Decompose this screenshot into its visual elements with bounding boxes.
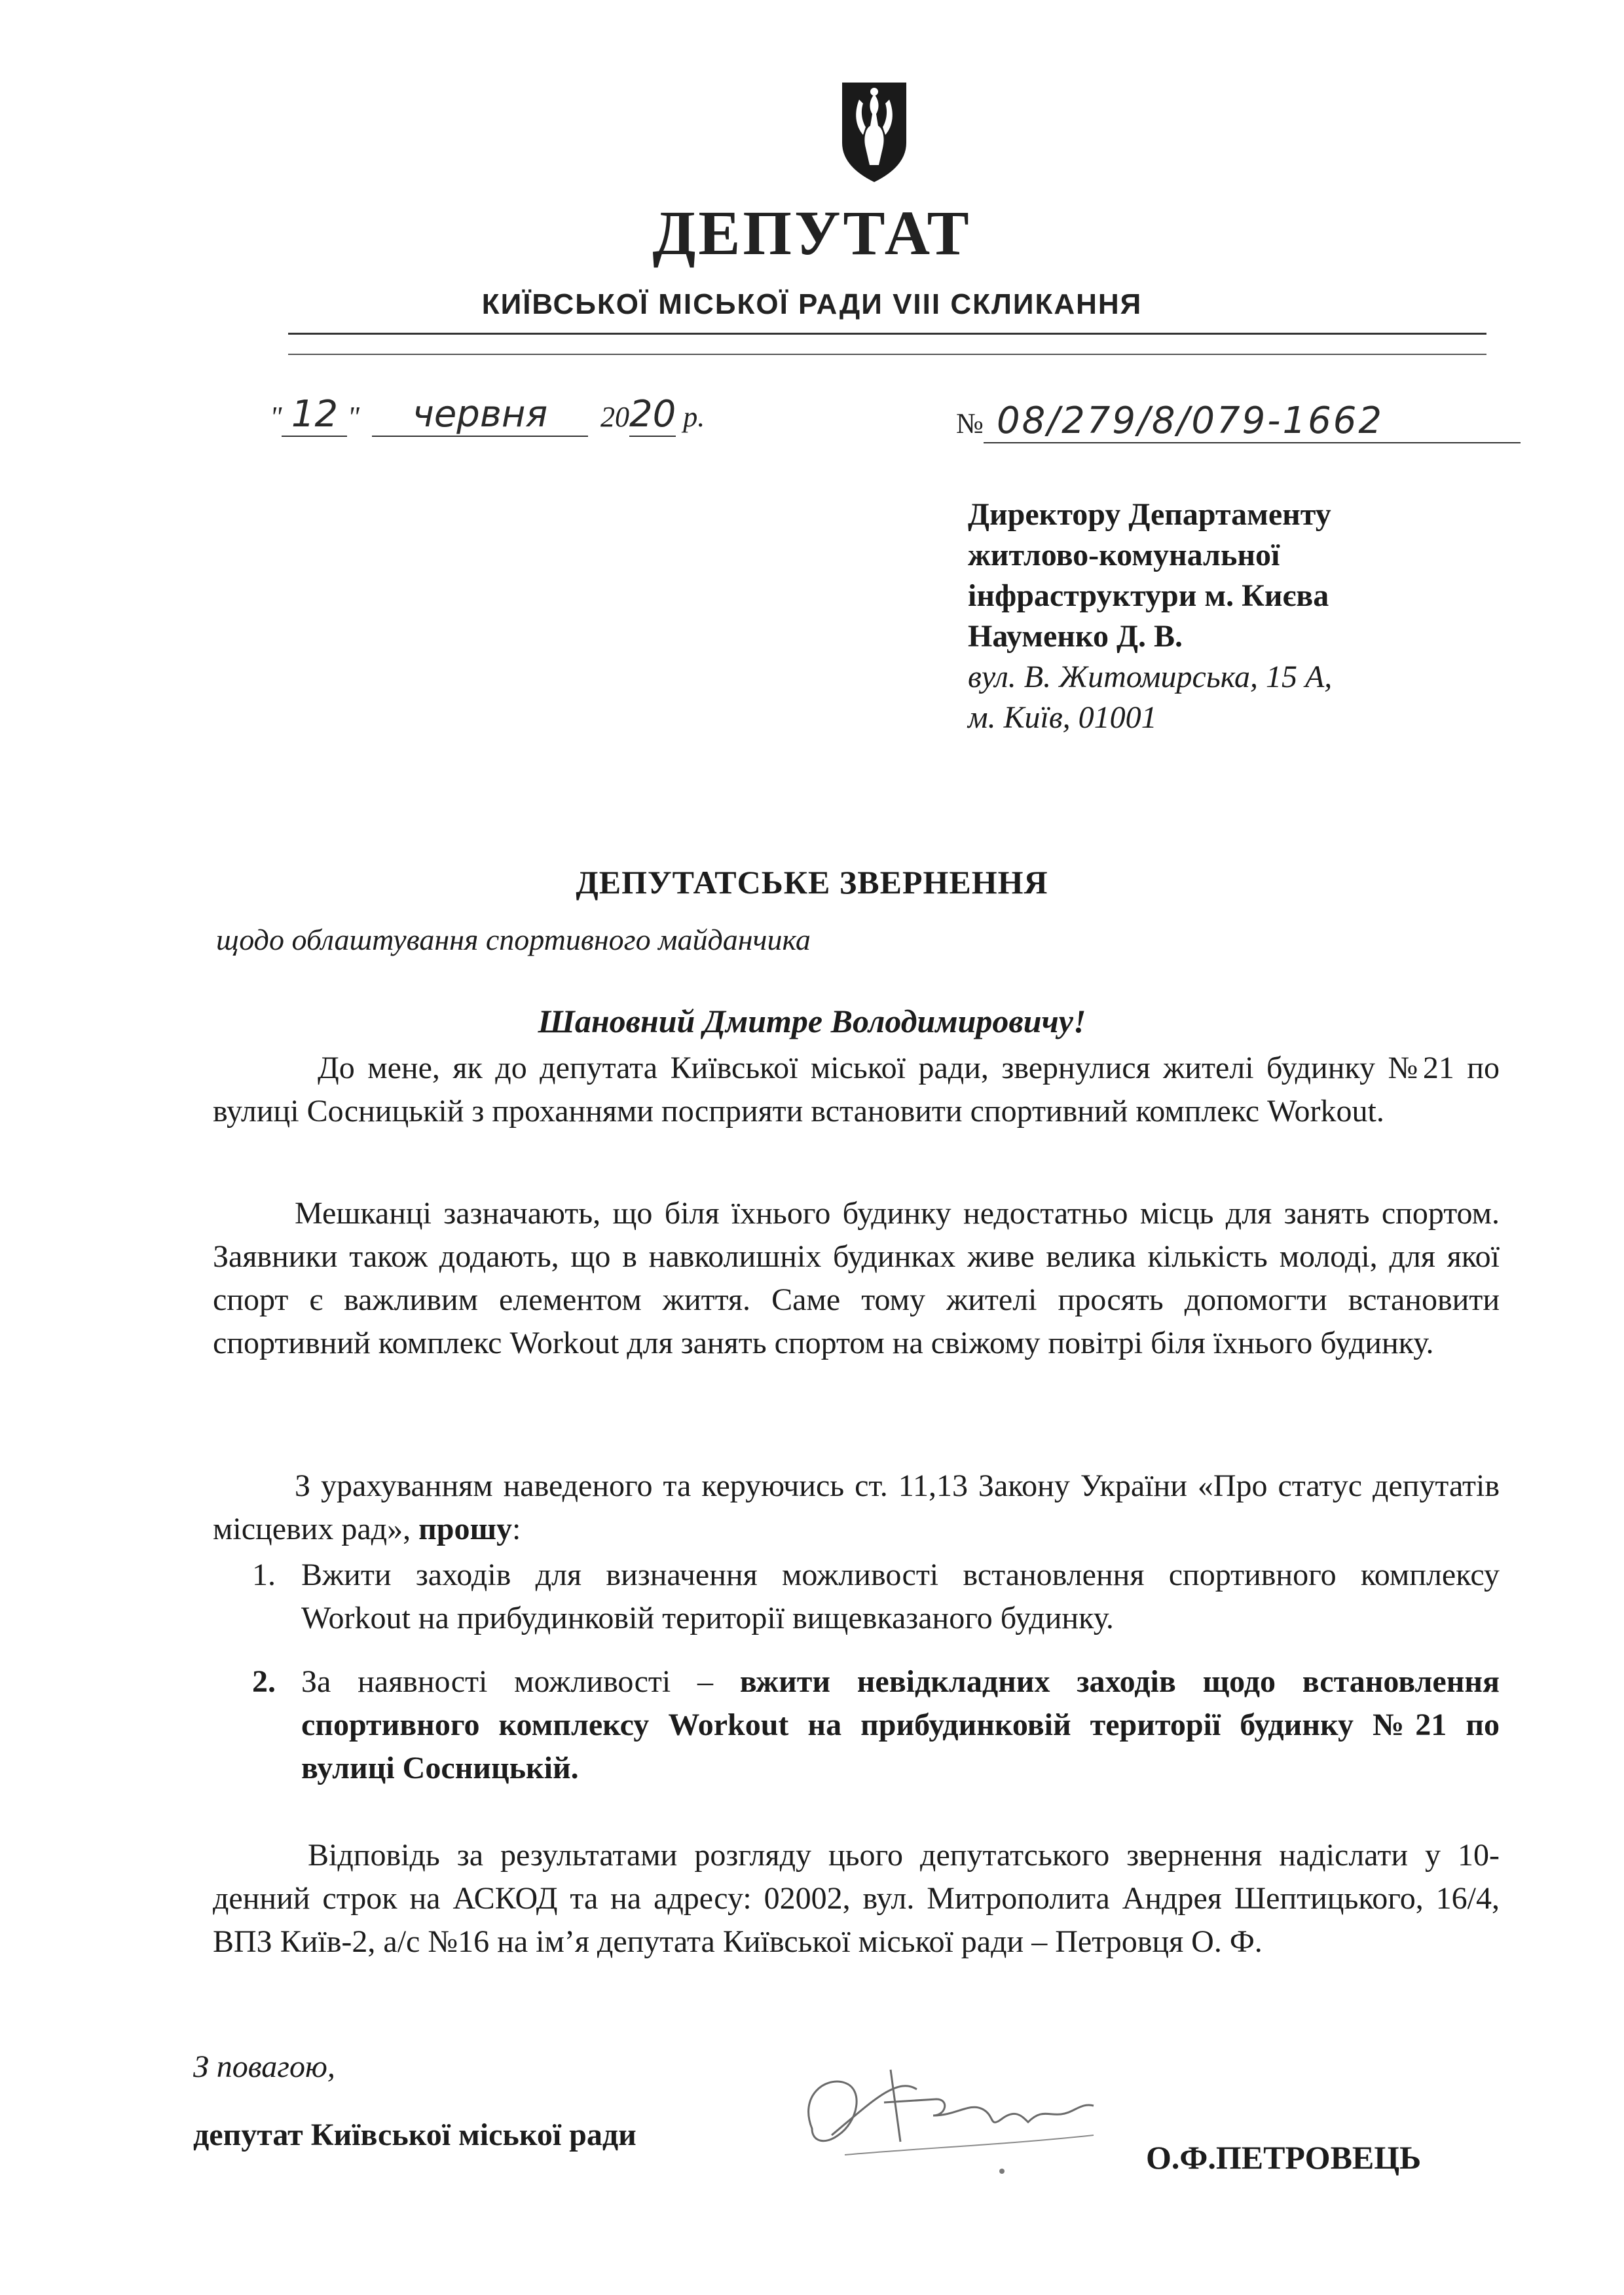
date-month: червня <box>372 393 588 437</box>
closing-regards: З повагою, <box>193 2049 335 2084</box>
date-year-prefix: 20 <box>600 401 629 433</box>
document-title: ДЕПУТАТСЬКЕ ЗВЕРНЕННЯ <box>576 864 1048 901</box>
signer-position: депутат Київської міської ради <box>193 2118 637 2152</box>
list-item-text: Вжити заходів для визначення можливості встановлення спортивного комплексу Workout на прибудинковій території вищевказаного будинку. <box>301 1558 1500 1635</box>
date-day: 12 <box>282 393 347 437</box>
paragraph-3-colon: : <box>511 1512 521 1546</box>
kyiv-archangel-emblem-icon <box>840 80 909 185</box>
header-subtitle: КИЇВСЬКОЇ МІСЬКОЇ РАДИ VIII СКЛИКАННЯ <box>481 288 1143 320</box>
header-rule-bottom <box>288 354 1486 355</box>
list-item-text <box>301 1660 1500 1790</box>
addressee-line-1: Директору Департаменту <box>968 497 1331 532</box>
list-item-text-start: За наявності можливості – <box>301 1664 713 1699</box>
addressee-line-4: Науменко Д. В. <box>968 619 1183 654</box>
list-item-text-bold: вжити невідкладних заходів щодо встановлення спортивного комплексу Workout на прибудинковій території будинку №21 по вулиці Сосницькій. <box>301 1664 1500 1785</box>
body-paragraph-3 <box>213 1465 1500 1551</box>
number-value: 08/279/8/079-1662 <box>984 400 1521 443</box>
handwritten-signature <box>786 2037 1126 2181</box>
date-year-suffix: 20 <box>629 393 676 436</box>
greeting: Шановний Дмитре Володимировичу! <box>538 1003 1086 1039</box>
body-paragraph-2: Мешканці зазначають, що біля їхнього будинку недостатньо місць для занять спортом. Заявники також додають, що в навколишніх будинках живе велика кількість молоді, для якої спорт є важливим елементом життя. Саме тому жителі просять допомогти встановити спортивний комплекс Workout для занять спортом на свіжому повітрі біля їхнього будинку. <box>213 1196 1500 1360</box>
addressee-line-2: житлово-комунальної <box>968 538 1280 572</box>
number-label: № <box>956 407 984 439</box>
list-item-number: 2. <box>252 1664 276 1699</box>
request-word: прошу <box>418 1512 512 1546</box>
addressee-address-1: вул. В. Житомирська, 15 А, <box>968 660 1333 694</box>
document-subject: щодо облаштування спортивного майданчика <box>216 923 811 956</box>
addressee-address-2: м. Київ, 01001 <box>968 700 1157 735</box>
date-line: " 12 " червня 2020 р. <box>270 393 705 436</box>
list-item-number: 1. <box>252 1558 276 1592</box>
date-year-unit: р. <box>683 401 705 433</box>
signer-name: О.Ф.ПЕТРОВЕЦЬ <box>1146 2139 1422 2176</box>
header-rule-top <box>288 333 1486 335</box>
body-paragraph-1: До мене, як до депутата Київської міської ради, звернулися жителі будинку №21 по вулиці Сосницькій з проханнями посприяти встановити спортивний комплекс Workout. <box>213 1051 1500 1129</box>
addressee-line-3: інфраструктури м. Києва <box>968 578 1329 613</box>
registration-number <box>956 400 1521 443</box>
addressee-block <box>968 494 1557 738</box>
paragraph-3-text: З урахуванням наведеного та керуючись ст. 11,13 Закону України «Про статус депутатів місцевих рад», <box>213 1468 1500 1546</box>
header-title: ДЕПУТАТ <box>652 198 972 268</box>
body-paragraph-4: Відповідь за результатами розгляду цього депутатського звернення надіслати у 10-денний строк на АСКОД та на адресу: 02002, вул. Митрополита Андрея Шептицького, 16/4, ВПЗ Київ-2, а/с №16 на ім’я депутата Київської міської ради – Петровця О. Ф. <box>213 1838 1500 1959</box>
